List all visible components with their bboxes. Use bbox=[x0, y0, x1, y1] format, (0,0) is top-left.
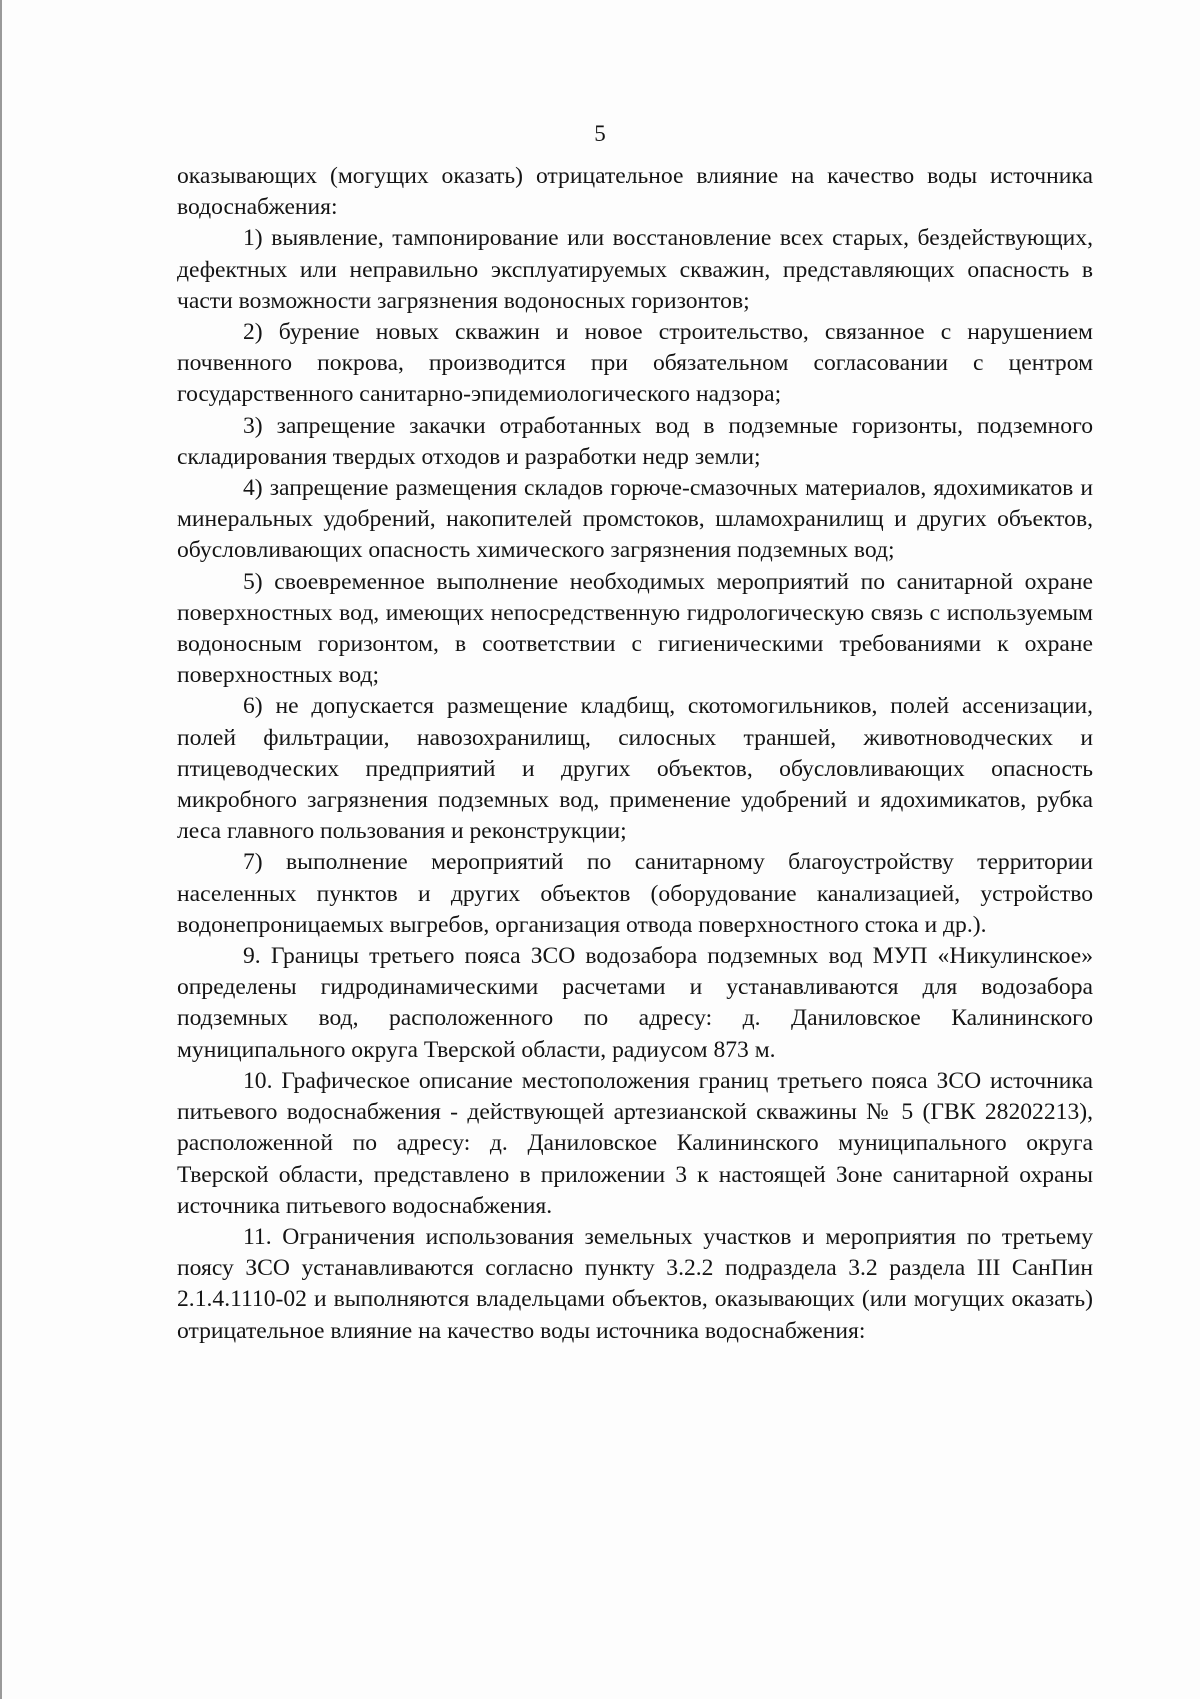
paragraph-item-3: 3) запрещение закачки отработанных вод в подземные горизонты, подземного складирования твердых отходов и разработки недр земли; bbox=[177, 412, 1093, 470]
paragraph-item-5: 5) своевременное выполнение необходимых мероприятий по санитарной охране поверхностных вод, имеющих непосредственную гидрологическую связь с используемым водоносным горизонтом, в соответствии с гигиеническими требованиями к охране поверхностных вод; bbox=[177, 568, 1093, 689]
scan-edge-line bbox=[0, 0, 2, 1699]
paragraph-section-10: 10. Графическое описание местоположения границ третьего пояса ЗСО источника питьевого водоснабжения - действующей артезианской скважины № 5 (ГВК 28202213), расположенной по адресу: д. Даниловское Калининского муниципального округа Тверской области, представлено в приложении 3 к настоящей Зоне санитарной охраны источника питьевого водоснабжения. bbox=[177, 1067, 1093, 1219]
page-number: 5 bbox=[594, 121, 606, 146]
paragraph-item-2: 2) бурение новых скважин и новое строительство, связанное с нарушением почвенного покрова, производится при обязательном согласовании с центром государственного санитарно-эпидемиологического надзора; bbox=[177, 319, 1093, 408]
paragraph-continuation: оказывающих (могущих оказать) отрицательное влияние на качество воды источника водоснабжения: bbox=[177, 163, 1093, 221]
paragraph-section-9: 9. Границы третьего пояса ЗСО водозабора подземных вод МУП «Никулинское» определены гидродинамическими расчетами и устанавливаются для водозабора подземных вод, расположенного по адресу: д. Даниловское Калининского муниципального округа Тверской области, радиусом 873 м. bbox=[177, 943, 1093, 1063]
paragraph-item-6: 6) не допускается размещение кладбищ, скотомогильников, полей ассенизации, полей фильтрации, навозохранилищ, силосных траншей, животноводческих и птицеводческих предприятий и других объектов, обусловливающих опасность микробного загрязнения подземных вод, применение удобрений и ядохимикатов, рубка леса главного пользования и реконструкции; bbox=[177, 693, 1093, 845]
paragraph-item-1: 1) выявление, тампонирование или восстановление всех старых, бездействующих, дефектных или неправильно эксплуатируемых скважин, представляющих опасность в части возможности загрязнения водоносных горизонтов; bbox=[177, 225, 1093, 314]
paragraph-item-4: 4) запрещение размещения складов горюче-смазочных материалов, ядохимикатов и минеральных удобрений, накопителей промстоков, шламохранилищ и других объектов, обусловливающих опасность химического загрязнения подземных вод; bbox=[177, 475, 1093, 564]
paragraph-item-7: 7) выполнение мероприятий по санитарному благоустройству территории населенных пунктов и других объектов (оборудование канализацией, устройство водонепроницаемых выгребов, организация отвода поверхностного стока и др.). bbox=[177, 849, 1093, 938]
document-body bbox=[177, 161, 1093, 1347]
paragraph-section-11: 11. Ограничения использования земельных участков и мероприятия по третьему поясу ЗСО устанавливаются согласно пункту 3.2.2 подраздела 3.2 раздела III СанПин 2.1.4.1110-02 и выполняются владельцами объектов, оказывающих (или могущих оказать) отрицательное влияние на качество воды источника водоснабжения: bbox=[177, 1223, 1093, 1344]
